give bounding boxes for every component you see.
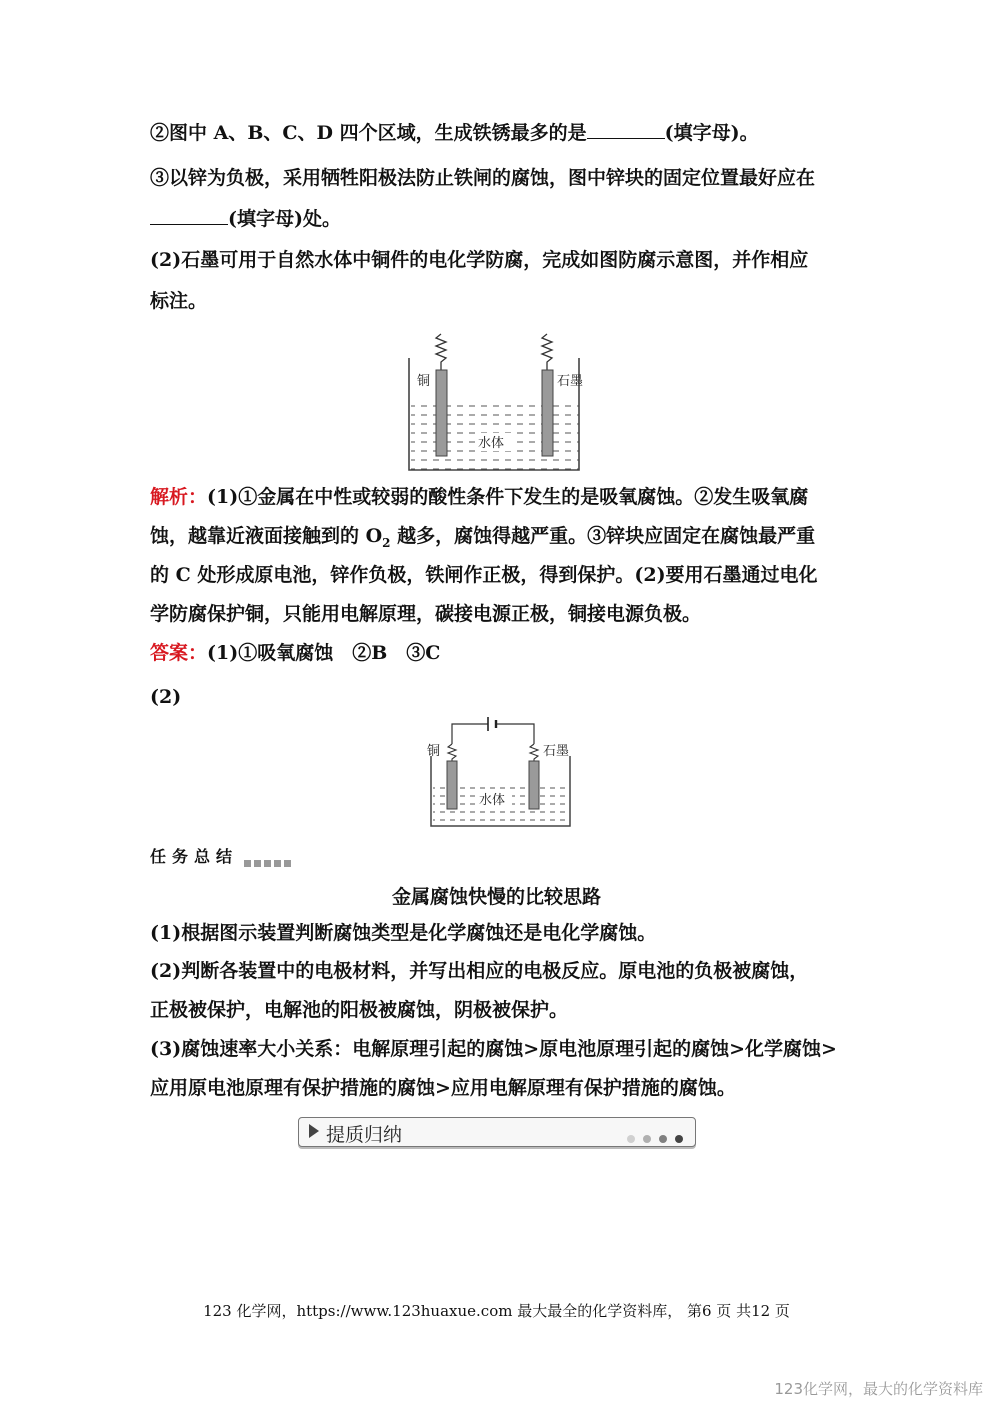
graphite-electrode — [529, 761, 539, 809]
circuit-wire — [452, 724, 534, 744]
summary-item-2-line1: (2)判断各装置中的电极材料，并写出相应的电极反应。原电池的负极被腐蚀， — [150, 960, 809, 982]
answer-text: (1)①吸氧腐蚀 ②B ③C — [207, 642, 441, 664]
analysis-line1 — [150, 484, 850, 510]
figure-2-diagram — [418, 712, 588, 832]
task-summary-heading: 任务总结 — [150, 847, 239, 866]
page-footer: 123 化学网，https://www.123huaxue.com 最大最全的化学资料库， 第6 页 共12 页 — [203, 1302, 790, 1320]
copper-label: 铜 — [427, 744, 441, 759]
analysis-line3: 的 C 处形成原电池，锌作负极，铁闸作正极，得到保护。(2)要用石墨通过电化 — [150, 564, 818, 586]
analysis-text-2b: 越多，腐蚀得越严重。③锌块应固定在腐蚀最严重 — [390, 525, 816, 547]
play-arrow-icon — [309, 1124, 319, 1138]
left-spring — [448, 744, 456, 761]
left-wire — [436, 334, 446, 374]
summary-title: 金属腐蚀快慢的比较思路 — [391, 886, 601, 908]
answer-blank — [150, 206, 228, 225]
oxygen-subscript: 2 — [382, 535, 391, 550]
right-wire — [542, 334, 552, 374]
right-spring — [530, 744, 538, 761]
graphite-label: 石墨 — [557, 374, 584, 389]
question-3-suffix: (填字母)处。 — [228, 208, 341, 230]
analysis-label: 解析： — [150, 486, 208, 508]
question-3-line2 — [150, 206, 850, 232]
heading-decoration — [244, 852, 294, 871]
water-label: 水体 — [479, 793, 506, 808]
analysis-text-2a: 蚀，越靠近液面接触到的 O — [150, 525, 383, 547]
figure-1-diagram — [395, 330, 605, 475]
analysis-text-1: (1)①金属在中性或较弱的酸性条件下发生的是吸氧腐蚀。②发生吸氧腐 — [207, 486, 809, 508]
answer-part2: (2) — [150, 686, 182, 708]
part-2-line1: (2)石墨可用于自然水体中铜件的电化学防腐，完成如图防腐示意图，并作相应 — [150, 249, 809, 271]
answer-line — [150, 640, 440, 666]
banner-dots — [619, 1128, 683, 1147]
question-3-line1: ③以锌为负极，采用牺牲阳极法防止铁闸的腐蚀，图中锌块的固定位置最好应在 — [150, 167, 816, 189]
summary-item-3-line2: 应用原电池原理有保护措施的腐蚀>应用电解原理有保护措施的腐蚀。 — [150, 1077, 736, 1099]
watermark: 123化学网，最大的化学资料库 — [774, 1380, 983, 1398]
answer-blank — [587, 120, 665, 139]
summary-item-1: (1)根据图示装置判断腐蚀类型是化学腐蚀还是电化学腐蚀。 — [150, 922, 657, 944]
dot-icon — [643, 1135, 651, 1143]
summary-item-3-line1: (3)腐蚀速率大小关系：电解原理引起的腐蚀>原电池原理引起的腐蚀>化学腐蚀> — [150, 1038, 837, 1060]
part-2-line2: 标注。 — [150, 290, 208, 312]
dot-icon — [675, 1135, 683, 1143]
question-2 — [150, 120, 850, 146]
copper-label: 铜 — [417, 374, 431, 389]
summary-item-2-line2: 正极被保护，电解池的阳极被腐蚀，阴极被保护。 — [150, 999, 569, 1021]
analysis-line2 — [150, 523, 850, 556]
water-label: 水体 — [478, 436, 505, 451]
question-2-suffix: (填字母)。 — [664, 122, 759, 144]
copper-electrode — [436, 370, 447, 456]
graphite-electrode — [542, 370, 553, 456]
dot-icon — [659, 1135, 667, 1143]
section-banner — [298, 1117, 696, 1147]
answer-label: 答案： — [150, 642, 208, 664]
question-2-text: ②图中 A、B、C、D 四个区域，生成铁锈最多的是 — [150, 122, 587, 144]
graphite-label: 石墨 — [543, 744, 570, 759]
copper-electrode — [447, 761, 457, 809]
analysis-line4: 学防腐保护铜，只能用电解原理，碳接电源正极，铜接电源负极。 — [150, 603, 702, 625]
dot-icon — [627, 1135, 635, 1143]
banner-title: 提质归纳 — [326, 1124, 403, 1146]
